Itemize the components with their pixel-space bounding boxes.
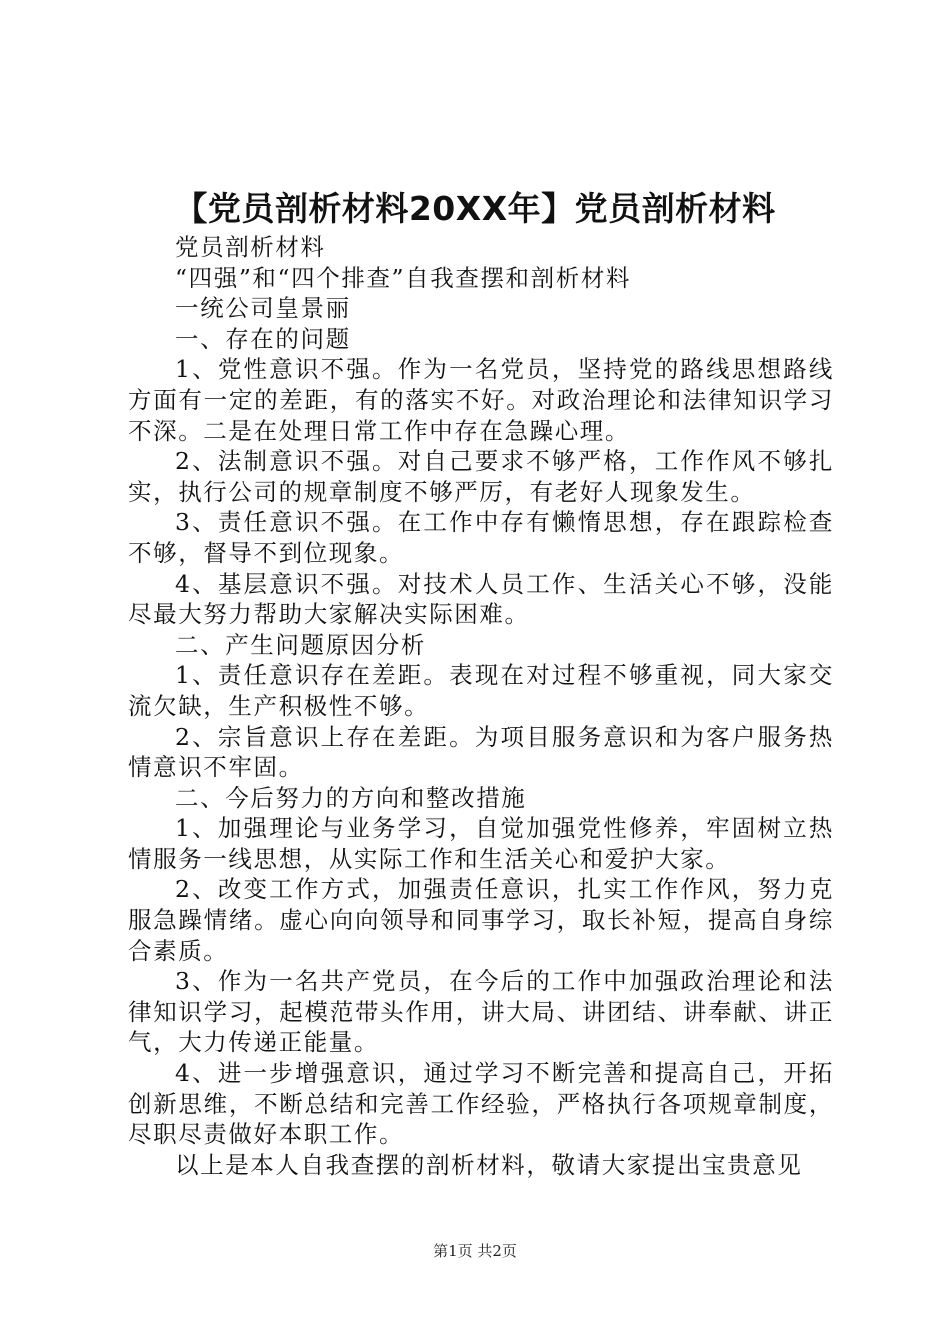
- paragraph: 一统公司皇景丽: [175, 294, 351, 323]
- paragraph: 4、基层意识不强。对技术人员工作、生活关心不够，没能尽最大努力帮助大家解决实际困难。: [128, 569, 834, 629]
- closing-paragraph: 以上是本人自我查摆的剖析材料，敬请大家提出宝贵意见: [175, 1150, 803, 1179]
- paragraph: 3、责任意识不强。在工作中存有懒惰思想，存在跟踪检查不够，督导不到位现象。: [128, 508, 834, 567]
- section-heading: 一、存在的问题: [175, 324, 351, 353]
- paragraph: 党员剖析材料: [175, 233, 326, 261]
- document-title: 【党员剖析材料20XX年】党员剖析材料: [174, 189, 776, 228]
- paragraph: 1、责任意识存在差距。表现在对过程不够重视，同大家交流欠缺，生产积极性不够。: [128, 661, 834, 720]
- paragraph: “四强”和“四个排查”自我查摆和剖析材料: [175, 263, 632, 292]
- page-footer: 第1页 共2页: [433, 1242, 517, 1260]
- paragraph: 1、党性意识不强。作为一名党员，坚持党的路线思想路线方面有一定的差距，有的落实不好。对政治理论和法律知识学习不深。二是在处理日常工作中存在急躁心理。: [128, 355, 834, 445]
- paragraph: 1、加强理论与业务学习，自觉加强党性修养，牢固树立热情服务一线思想，从实际工作和生活关心和爱护大家。: [128, 814, 834, 873]
- paragraph: 2、宗旨意识上存在差距。为项目服务意识和为客户服务热情意识不牢固。: [128, 722, 834, 782]
- paragraph: 3、作为一名共产党员，在今后的工作中加强政治理论和法律知识学习，起模范带头作用，讲大局、讲团结、讲奉献、讲正气，大力传递正能量。: [128, 967, 834, 1057]
- document-body: [128, 232, 834, 1180]
- section-heading: 二、产生问题原因分析: [175, 630, 426, 659]
- paragraph: 4、进一步增强意识，通过学习不断完善和提高自己，开拓创新思维，不断总结和完善工作经验，严格执行各项规章制度，尽职尽责做好本职工作。: [128, 1059, 834, 1149]
- paragraph: 2、改变工作方式，加强责任意识，扎实工作作风，努力克服急躁情绪。虚心向向领导和同事学习，取长补短，提高自身综合素质。: [128, 875, 834, 965]
- paragraph: 2、法制意识不强。对自己要求不够严格，工作作风不够扎实，执行公司的规章制度不够严厉，有老好人现象发生。: [128, 447, 834, 506]
- section-heading: 二、今后努力的方向和整改措施: [175, 783, 527, 812]
